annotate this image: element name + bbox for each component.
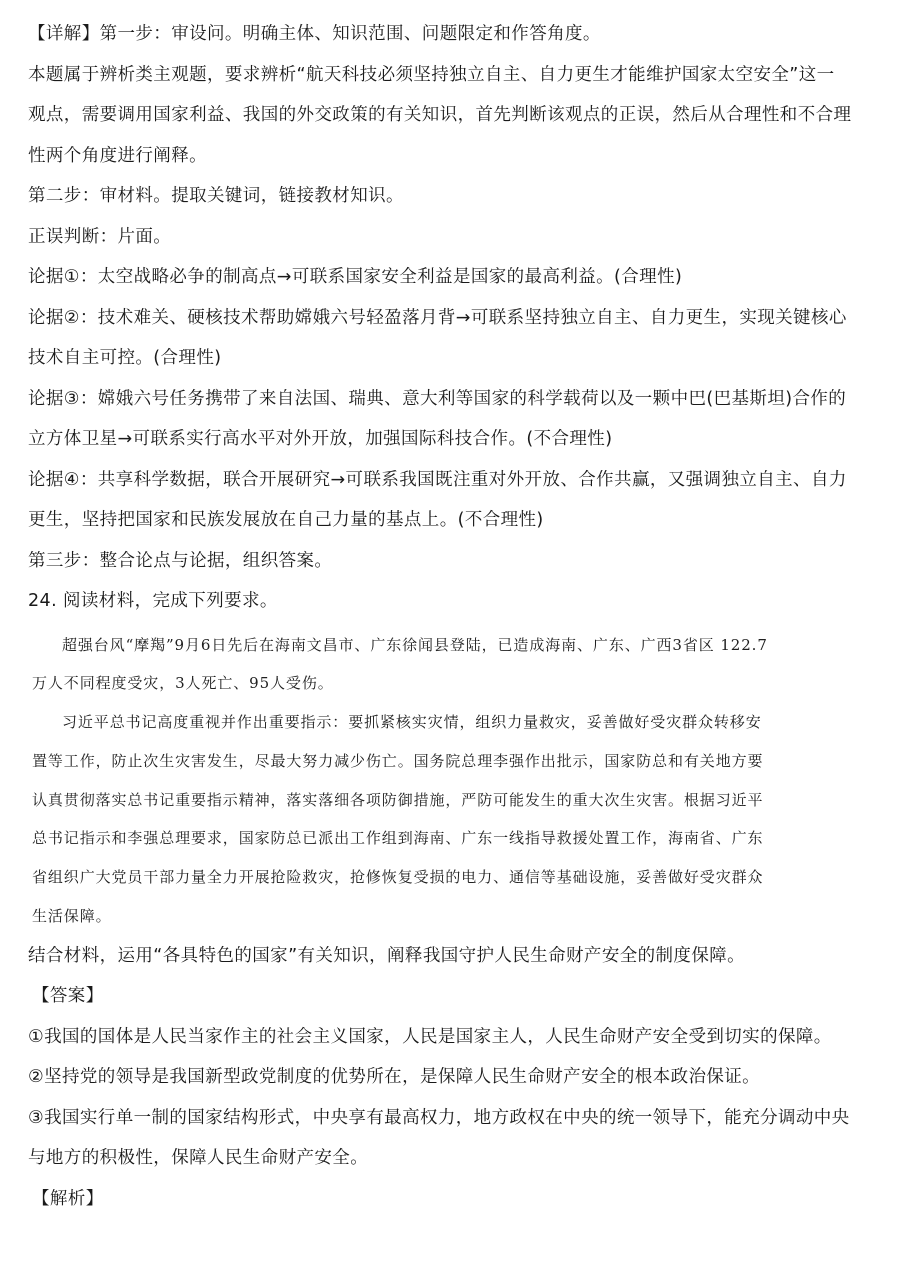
detail-heading-step1: 【详解】第一步：审设问。明确主体、知识范围、问题限定和作答角度。 (28, 24, 601, 44)
argument-1: 论据①：太空战略必争的制高点→可联系国家安全利益是国家的最高利益。(合理性) (28, 267, 683, 287)
material-line: 习近平总书记高度重视并作出重要指示：要抓紧核实灾情，组织力量救灾，妥善做好受灾群众转移安 (62, 713, 762, 732)
answer-heading: 【答案】 (32, 986, 104, 1007)
argument-2: 论据②：技术难关、硬核技术帮助嫦娥六号轻盈落月背→可联系坚持独立自主、自力更生，实现关键核心 (28, 307, 847, 328)
step3-line: 第三步：整合论点与论据，组织答案。 (28, 550, 333, 571)
argument-4-cont: 更生，坚持把国家和民族发展放在自己力量的基点上。(不合理性) (28, 510, 544, 530)
paragraph-line: 性两个角度进行阐释。 (28, 145, 207, 166)
step2-line: 第二步：审材料。提取关键词，链接教材知识。 (28, 186, 404, 206)
material-line: 认真贯彻落实总书记重要指示精神，落实落细各项防御措施，严防可能发生的重大次生灾害。根据习近平 (32, 790, 764, 809)
material-line: 总书记指示和李强总理要求，国家防总已派出工作组到海南、广东一线指导救援处置工作，海南省、广东 (32, 829, 764, 848)
analysis-heading: 【解析】 (32, 1188, 104, 1209)
question-24: 24. 阅读材料，完成下列要求。 (28, 591, 278, 611)
answer-point-3-cont: 与地方的积极性，保障人民生命财产安全。 (28, 1148, 369, 1169)
material-line: 生活保障。 (32, 907, 112, 926)
material-line: 万人不同程度受灾，3人死亡、95人受伤。 (32, 674, 334, 693)
answer-point-1: ①我国的国体是人民当家作主的社会主义国家，人民是国家主人，人民生命财产安全受到切实的保障。 (28, 1026, 832, 1047)
material-line: 超强台风“摩羯”9月6日先后在海南文昌市、广东徐闻县登陆，已造成海南、广东、广西3省区 122.7 (62, 635, 768, 654)
answer-point-3: ③我国实行单一制的国家结构形式，中央享有最高权力，地方政权在中央的统一领导下，能充分调动中央 (28, 1107, 850, 1128)
material-line: 省组织广大党员干部力量全力开展抢险救灾，抢修恢复受损的电力、通信等基础设施，妥善做好受灾群众 (32, 868, 764, 887)
material-block (28, 626, 874, 936)
paragraph-line: 本题属于辨析类主观题，要求辨析“航天科技必须坚持独立自主、自力更生才能维护国家太空安全”这一 (28, 64, 835, 85)
material-line: 置等工作，防止次生灾害发生，尽最大努力减少伤亡。国务院总理李强作出批示，国家防总和有关地方要 (32, 751, 764, 770)
document-page (28, 14, 874, 1219)
paragraph-line: 观点，需要调用国家利益、我国的外交政策的有关知识，首先判断该观点的正误，然后从合理性和不合理 (28, 105, 852, 125)
judgment-line: 正误判断：片面。 (28, 226, 172, 247)
argument-2-cont: 技术自主可控。(合理性) (28, 348, 222, 368)
answer-point-2: ②坚持党的领导是我国新型政党制度的优势所在，是保障人民生命财产安全的根本政治保证。 (28, 1067, 761, 1088)
argument-3: 论据③：嫦娥六号任务携带了来自法国、瑞典、意大利等国家的科学载荷以及一颗中巴(巴基斯坦)合作的 (28, 388, 847, 409)
question-prompt: 结合材料，运用“各具特色的国家”有关知识，阐释我国守护人民生命财产安全的制度保障。 (28, 945, 746, 966)
argument-4: 论据④：共享科学数据，联合开展研究→可联系我国既注重对外开放、合作共赢，又强调独立自主、自力 (28, 469, 847, 490)
argument-3-cont: 立方体卫星→可联系实行高水平对外开放，加强国际科技合作。(不合理性) (28, 429, 613, 449)
